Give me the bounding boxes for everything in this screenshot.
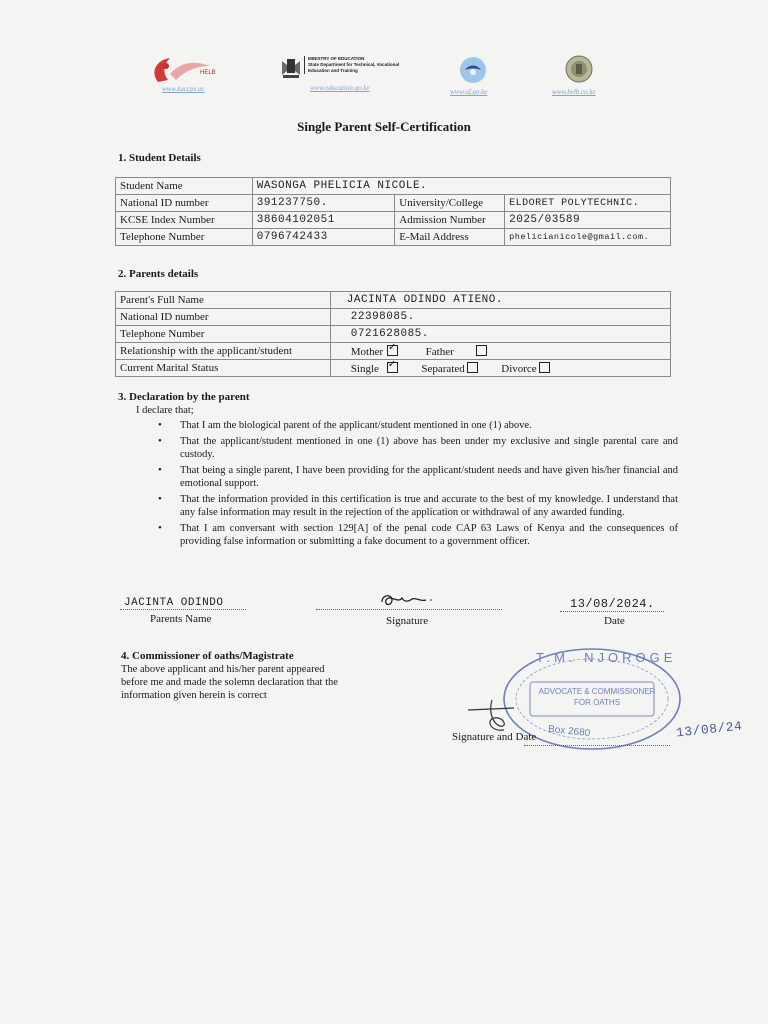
commissioner-text: The above applicant and his/her parent appeared before me and made the solemn declaration that the information given herein is correct (121, 664, 338, 701)
fund-logo-icon (458, 55, 488, 85)
table-row (116, 292, 671, 309)
commissioner-heading: 4. Commissioner of oaths/Magistrate (121, 650, 294, 662)
kcse-value: 38604102051 (252, 212, 395, 229)
parent-name-line (120, 609, 246, 610)
national-id-label: National ID number (116, 195, 253, 212)
parent-id-label: National ID number (116, 309, 331, 326)
university-value: ELDORET POLYTECHNIC. (505, 195, 671, 212)
mother-option-label: Mother (350, 345, 384, 358)
url-3: www.uf.go.ke (450, 88, 488, 96)
date-label: Date (604, 615, 625, 627)
father-option-label: Father (425, 345, 454, 358)
page-title: Single Parent Self-Certification (297, 119, 471, 134)
national-id-value: 391237750. (252, 195, 395, 212)
date-written: 13/08/2024. (570, 597, 655, 611)
parent-phone-value: 0721628085. (330, 326, 670, 343)
table-row (116, 360, 671, 377)
single-checkbox[interactable] (387, 362, 398, 373)
parent-name-label: Parent's Full Name (116, 292, 331, 309)
declaration-list (158, 419, 678, 551)
helb-seal-icon (564, 54, 594, 84)
list-item: • That the applicant/student mentioned in one (1) above has been under my exclusive and single parental care and custody. (158, 435, 678, 461)
father-checkbox[interactable] (476, 345, 487, 356)
declaration-intro: I declare that; (136, 405, 194, 416)
signature-line (316, 609, 502, 610)
commissioner-signature-icon (464, 696, 534, 736)
list-item: • That I am the biological parent of the applicant/student mentioned in one (1) above. (158, 419, 678, 432)
ministry-line2: State Department for Technical, Vocational (308, 62, 400, 67)
stamp-text (537, 686, 657, 708)
url-1: www.kuccps.ac (162, 85, 205, 93)
url-2: www.education.go.ke (310, 84, 370, 92)
parent-phone-label: Telephone Number (116, 326, 331, 343)
parents-details-heading: 2. Parents details (118, 268, 199, 280)
table-row (116, 195, 671, 212)
url-4: www.helb.co.ke (552, 88, 596, 96)
parent-name-value: JACINTA ODINDO ATIENO. (330, 292, 670, 309)
table-row (116, 309, 671, 326)
ministry-line1: MINISTRY OF EDUCATION (308, 56, 365, 61)
student-phone-label: Telephone Number (116, 229, 253, 246)
ministry-line3: Education and Training (308, 68, 358, 73)
separated-checkbox[interactable] (467, 362, 478, 373)
admission-label: Admission Number (395, 212, 505, 229)
stamp-date: 13/08/24 (675, 718, 744, 741)
student-phone-value: 0796742433 (252, 229, 395, 246)
parent-signature-icon (376, 590, 440, 610)
divorce-option-label: Divorce (501, 362, 537, 375)
list-item: • That I am conversant with section 129[A] of the penal code CAP 63 Laws of Kenya and the consequences of providing false information or submitting a fake document to a government officer. (158, 522, 678, 548)
coat-of-arms-icon (280, 55, 302, 79)
relationship-label: Relationship with the applicant/student (116, 343, 331, 360)
logo1-text: HELB (200, 70, 216, 76)
marital-status-label: Current Marital Status (116, 360, 331, 377)
student-name-label: Student Name (116, 178, 253, 195)
table-row (116, 343, 671, 360)
parents-details-table (115, 291, 671, 377)
table-row (116, 326, 671, 343)
table-row (116, 229, 671, 246)
kuccps-logo-icon (140, 52, 230, 86)
admission-value: 2025/03589 (505, 212, 671, 229)
table-row (116, 178, 671, 195)
email-value: phelicianicole@gmail.com. (505, 229, 671, 246)
signature-and-date-label: Signature and Date (452, 731, 537, 743)
stamp-line2: FOR OATHS (573, 698, 621, 707)
ministry-block (304, 56, 428, 74)
relationship-options (330, 343, 670, 360)
stamp-box: Box 2680 (547, 723, 591, 740)
email-label: E-Mail Address (395, 229, 505, 246)
divorce-checkbox[interactable] (539, 362, 550, 373)
student-details-heading: 1. Student Details (118, 152, 201, 164)
parent-name-written: JACINTA ODINDO (124, 597, 224, 609)
stamp-line1: ADVOCATE & COMMISSIONER (538, 687, 656, 696)
stamp-name: T.M. NJOROGE (536, 650, 677, 665)
parents-name-label: Parents Name (150, 613, 212, 625)
student-name-value: WASONGA PHELICIA NICOLE. (252, 178, 670, 195)
date-line (560, 611, 664, 612)
list-item: • That the information provided in this certification is true and accurate to the best of my knowledge. I understand that any false information may result in the rejection of the application or withdrawal of any awarded funding. (158, 493, 678, 519)
parent-id-value: 22398085. (330, 309, 670, 326)
university-label: University/College (395, 195, 505, 212)
marital-options (330, 360, 670, 377)
kcse-label: KCSE Index Number (116, 212, 253, 229)
mother-checkbox[interactable] (387, 345, 398, 356)
commissioner-sign-line (524, 745, 670, 746)
single-option-label: Single (350, 362, 379, 375)
separated-option-label: Separated (421, 362, 465, 375)
table-row (116, 212, 671, 229)
student-details-table (115, 177, 671, 246)
list-item: • That being a single parent, I have been providing for the applicant/student needs and have given his/her financial and emotional support. (158, 464, 678, 490)
signature-label: Signature (386, 615, 429, 627)
declaration-heading: 3. Declaration by the parent (118, 391, 250, 403)
